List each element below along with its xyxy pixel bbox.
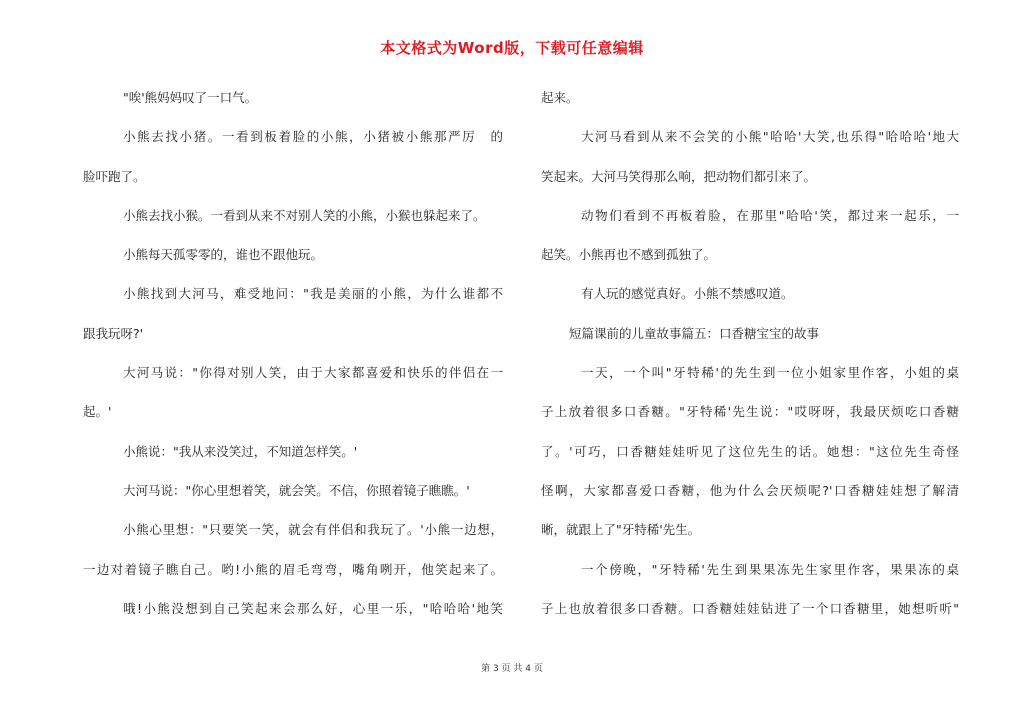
text-line: 晰，就跟上了"牙特稀'先生。 xyxy=(541,522,701,538)
text-line: 大河马说："你得对别人笑，由于大家都喜爱和快乐的伴侣在一 xyxy=(123,365,503,381)
text-line: 了。'可巧，口香糖娃娃听见了这位先生的话。她想："这位先生奇怪 xyxy=(541,443,959,459)
text-line: 大河马看到从来不会笑的小熊"哈哈'大笑,也乐得"哈哈哈'地大 xyxy=(581,129,959,145)
text-line: 一边对着镜子瞧自己。哟!小熊的眉毛弯弯，嘴角咧开，他笑起来了。 xyxy=(83,561,503,577)
text-line: 子上放着很多口香糖。"牙特稀'先生说："哎呀呀，我最厌烦吃口香糖 xyxy=(541,404,959,420)
text-line: 有人玩的感觉真好。小熊不禁感叹道。 xyxy=(581,286,794,302)
section-heading: 短篇课前的儿童故事篇五：口香糖宝宝的故事 xyxy=(569,325,820,341)
text-line: "唉'熊妈妈叹了一口气。 xyxy=(123,90,258,105)
left-text-column xyxy=(83,78,503,628)
text-line: 脸吓跑了。 xyxy=(83,168,146,184)
document-banner: 本文格式为Word版，下载可任意编辑 xyxy=(380,39,644,57)
text-line: 怪啊，大家都喜爱口香糖，他为什么会厌烦呢?'口香糖娃娃想了解清 xyxy=(541,482,959,498)
text-line: 一个傍晚，"牙特稀'先生到果果冻先生家里作客，果果冻的桌 xyxy=(581,561,959,577)
text-line: 小熊心里想："只要笑一笑，就会有伴侣和我玩了。'小熊一边想， xyxy=(123,522,503,538)
text-line: 大河马说："你心里想着笑，就会笑。不信，你照着镜子瞧瞧。' xyxy=(123,482,470,498)
text-line: 子上也放着很多口香糖。口香糖娃娃钻进了一个口香糖里，她想听听" xyxy=(541,600,959,616)
text-line: 起。' xyxy=(83,404,112,420)
text-line: 哦!小熊没想到自己笑起来会那么好，心里一乐，"哈哈哈'地笑 xyxy=(123,600,503,616)
text-line: 小熊每天孤零零的，谁也不跟他玩。 xyxy=(123,247,324,263)
text-line: 笑起来。大河马笑得那么响，把动物们都引来了。 xyxy=(541,168,817,184)
page-number-footer: 第 3 页 共 4 页 xyxy=(481,664,543,674)
text-line: 小熊去找小猪。一看到板着脸的小熊，小猪被小熊那严厉 的 xyxy=(123,129,503,145)
text-line: 小熊找到大河马，难受地问："我是美丽的小熊，为什么谁都不 xyxy=(123,286,503,302)
text-line: 起笑。小熊再也不感到孤独了。 xyxy=(541,247,717,263)
text-line: 小熊说："我从来没笑过，不知道怎样笑。' xyxy=(123,443,358,459)
text-line: 小熊去找小猴。一看到从来不对别人笑的小熊，小猴也躲起来了。 xyxy=(123,207,486,223)
text-line: 动物们看到不再板着脸，在那里"哈哈'笑，都过来一起乐，一 xyxy=(581,207,959,223)
text-line: 起来。 xyxy=(541,90,579,105)
right-text-column xyxy=(541,78,959,628)
text-line: 跟我玩呀?' xyxy=(83,325,144,341)
text-line: 一天，一个叫"牙特稀'的先生到一位小姐家里作客，小姐的桌 xyxy=(581,365,959,381)
